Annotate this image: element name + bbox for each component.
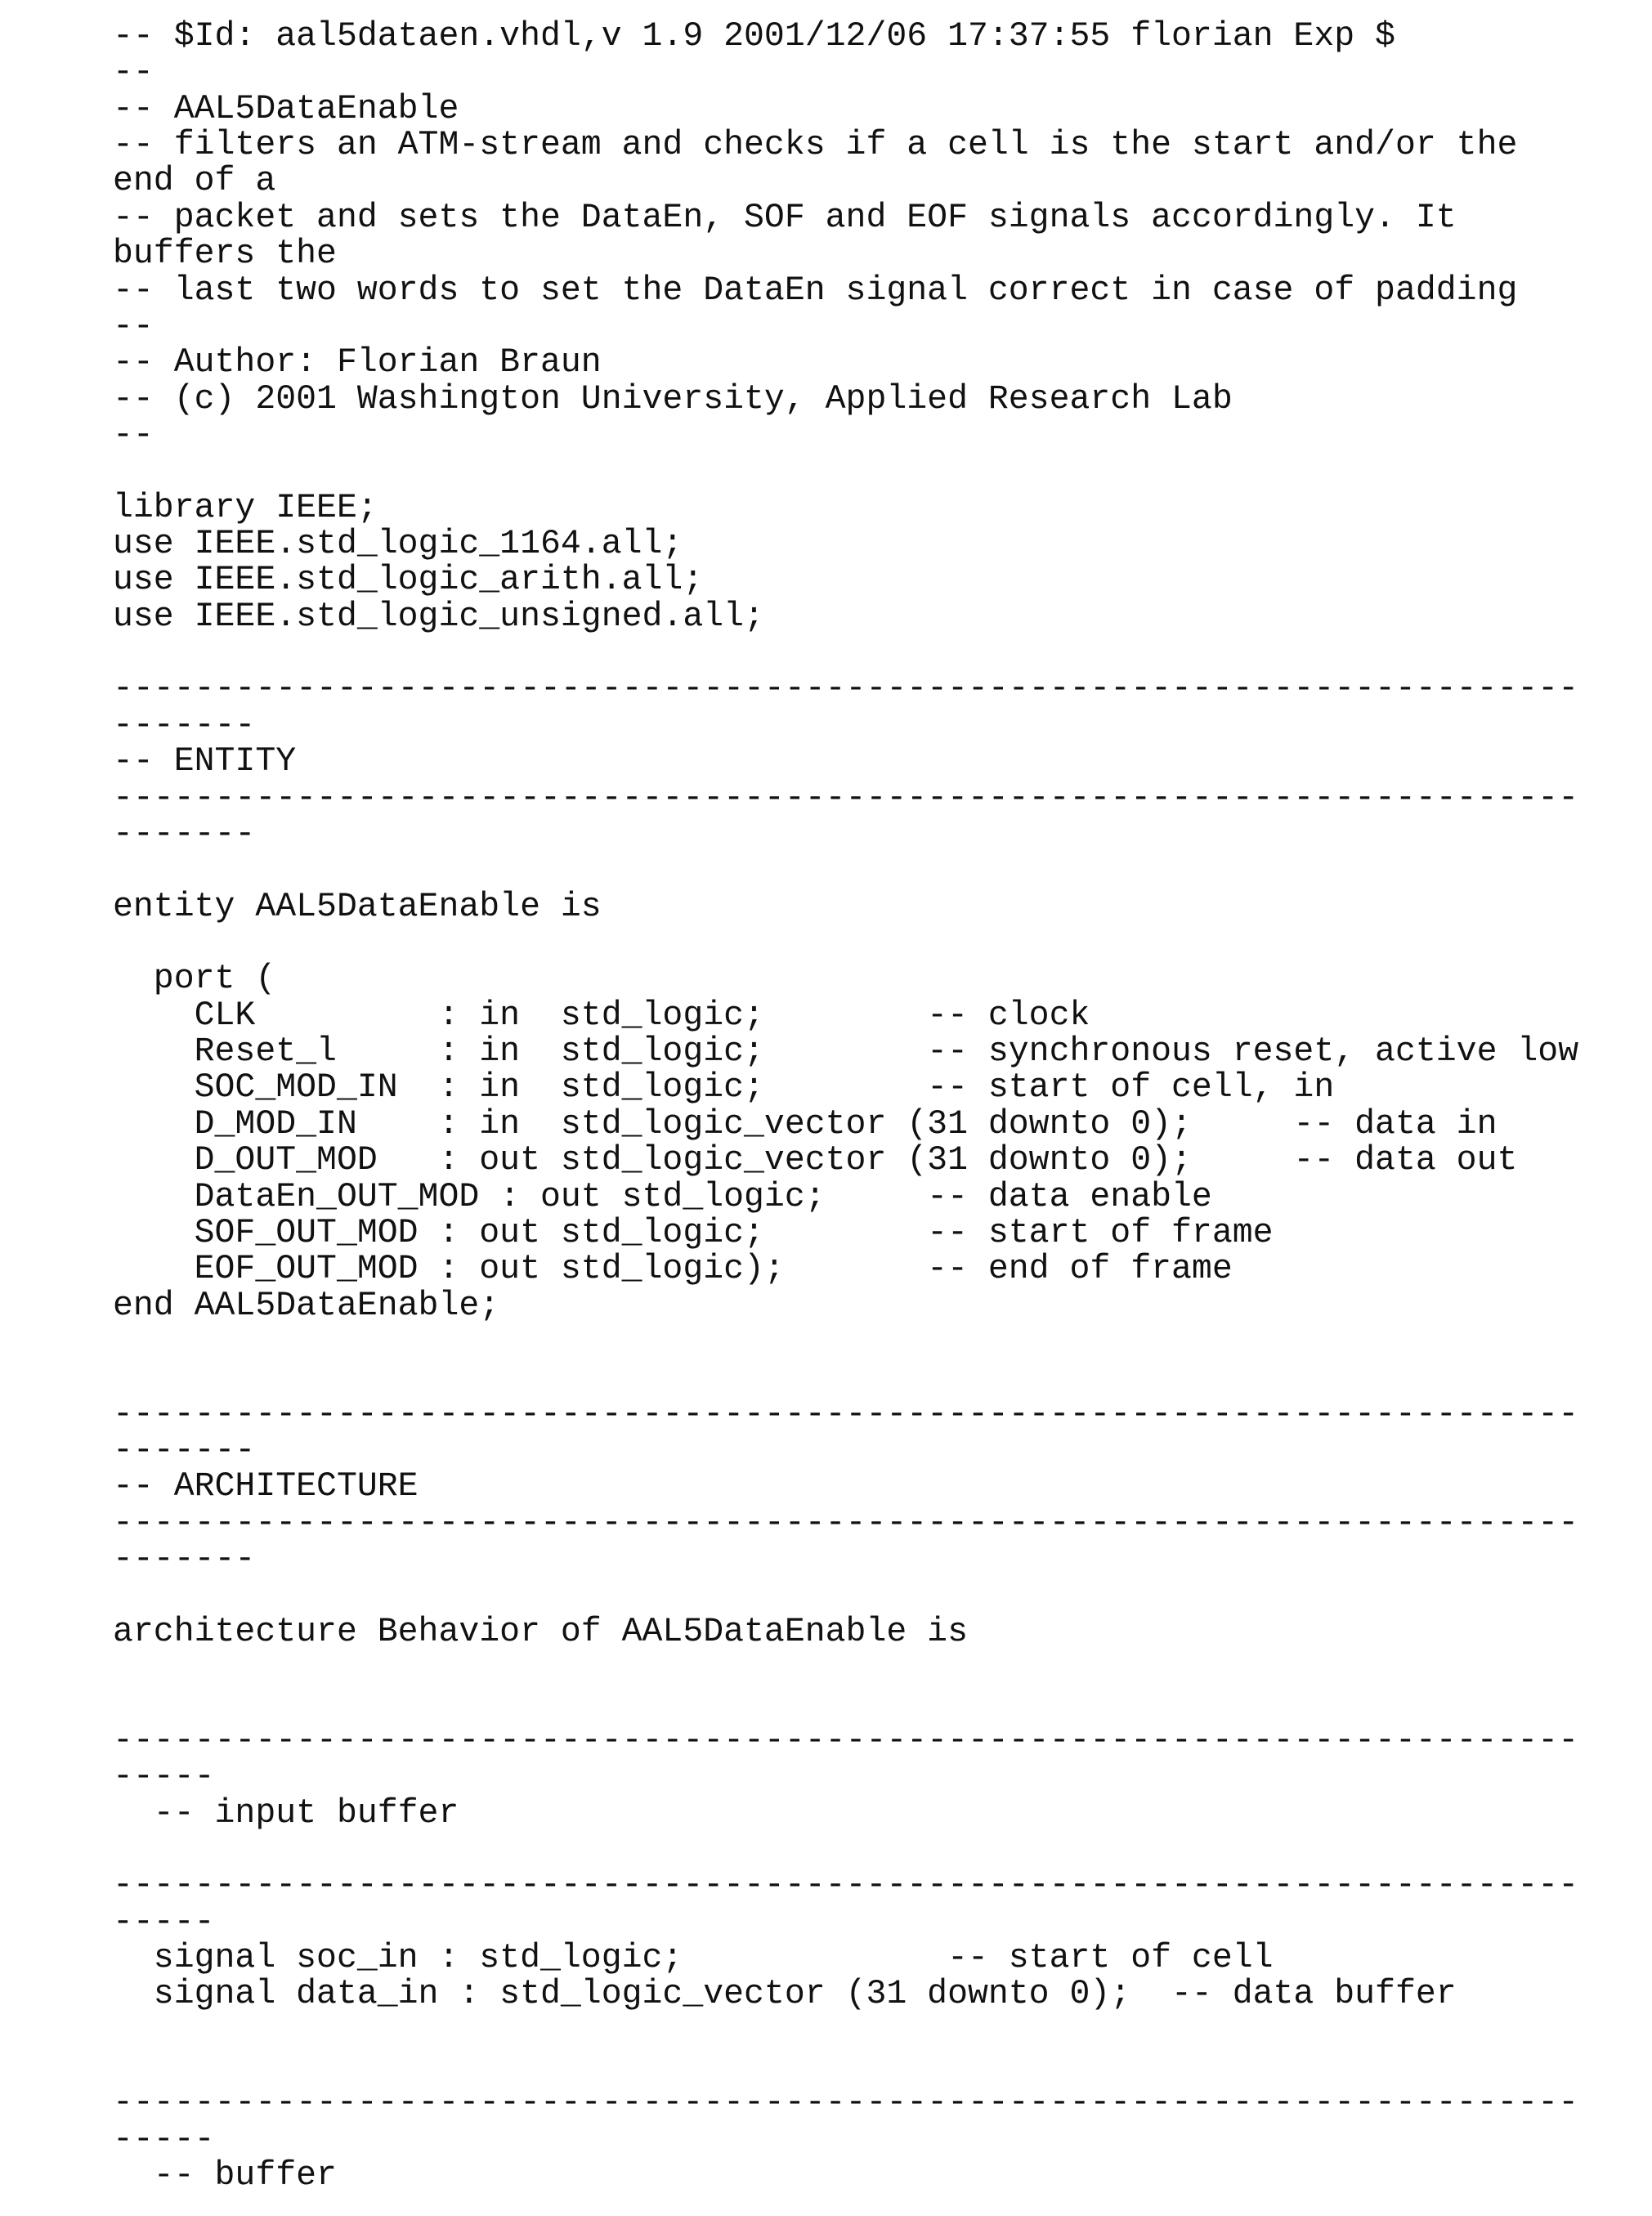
code-line: ------- [113, 708, 1578, 744]
code-line: ------------------------------------------------------------------------ [113, 1506, 1578, 1542]
code-line: ----- [113, 1759, 1578, 1795]
code-line [113, 454, 1578, 490]
code-line: ------- [113, 817, 1578, 853]
code-line: CLK : in std_logic; -- clock [113, 998, 1578, 1034]
code-line: -- AAL5DataEnable [113, 92, 1578, 128]
code-line [113, 1832, 1578, 1868]
code-line: -- filters an ATM-stream and checks if a cell is the start and/or the [113, 128, 1578, 163]
code-line [113, 2049, 1578, 2085]
code-line: ------------------------------------------------------------------------ [113, 1868, 1578, 1904]
code-line: ------- [113, 1433, 1578, 1469]
code-line [113, 1360, 1578, 1396]
code-line: end AAL5DataEnable; [113, 1288, 1578, 1324]
code-line: ----- [113, 1905, 1578, 1941]
code-line: use IEEE.std_logic_1164.all; [113, 526, 1578, 562]
code-line: entity AAL5DataEnable is [113, 889, 1578, 925]
vhdl-source-listing [113, 19, 1578, 2195]
code-line: ------------------------------------------------------------------------ [113, 2085, 1578, 2121]
code-line: signal soc_in : std_logic; -- start of cell [113, 1941, 1578, 1976]
code-line: library IEEE; [113, 490, 1578, 526]
code-line: architecture Behavior of AAL5DataEnable is [113, 1614, 1578, 1650]
code-line: -- [113, 418, 1578, 454]
code-line: ----- [113, 2122, 1578, 2158]
code-line: buffers the [113, 236, 1578, 272]
code-line: ------------------------------------------------------------------------ [113, 1397, 1578, 1433]
code-line [113, 853, 1578, 889]
code-line: use IEEE.std_logic_unsigned.all; [113, 599, 1578, 635]
code-line: -- last two words to set the DataEn signal correct in case of padding [113, 273, 1578, 309]
code-line: ------------------------------------------------------------------------ [113, 671, 1578, 707]
code-line: -- input buffer [113, 1796, 1578, 1832]
code-line [113, 635, 1578, 671]
code-line: Reset_l : in std_logic; -- synchronous reset, active low [113, 1034, 1578, 1070]
code-line: -- [113, 55, 1578, 91]
code-line: ------------------------------------------------------------------------ [113, 781, 1578, 817]
code-line [113, 1650, 1578, 1686]
code-line: D_OUT_MOD : out std_logic_vector (31 downto 0); -- data out [113, 1143, 1578, 1179]
code-line [113, 925, 1578, 961]
code-line: -- ARCHITECTURE [113, 1469, 1578, 1505]
code-line: ------- [113, 1542, 1578, 1578]
code-line: D_MOD_IN : in std_logic_vector (31 downto 0); -- data in [113, 1107, 1578, 1143]
code-line [113, 1324, 1578, 1360]
code-line [113, 1578, 1578, 1614]
code-line: SOF_OUT_MOD : out std_logic; -- start of frame [113, 1215, 1578, 1251]
code-line: -- buffer [113, 2158, 1578, 2194]
code-line: -- packet and sets the DataEn, SOF and EOF signals accordingly. It [113, 200, 1578, 236]
code-line [113, 1687, 1578, 1723]
code-line: -- ENTITY [113, 744, 1578, 780]
code-line: use IEEE.std_logic_arith.all; [113, 562, 1578, 598]
code-line: port ( [113, 961, 1578, 997]
code-line: -- (c) 2001 Washington University, Applied Research Lab [113, 382, 1578, 418]
code-line: -- $Id: aal5dataen.vhdl,v 1.9 2001/12/06 17:37:55 florian Exp $ [113, 19, 1578, 55]
code-line: SOC_MOD_IN : in std_logic; -- start of cell, in [113, 1070, 1578, 1106]
code-line: -- Author: Florian Braun [113, 345, 1578, 381]
code-line: EOF_OUT_MOD : out std_logic); -- end of frame [113, 1251, 1578, 1287]
code-line: -- [113, 309, 1578, 345]
code-line [113, 2013, 1578, 2049]
code-line: ------------------------------------------------------------------------ [113, 1723, 1578, 1759]
code-line: DataEn_OUT_MOD : out std_logic; -- data enable [113, 1180, 1578, 1215]
code-line: signal data_in : std_logic_vector (31 downto 0); -- data buffer [113, 1976, 1578, 2012]
code-line: end of a [113, 163, 1578, 199]
